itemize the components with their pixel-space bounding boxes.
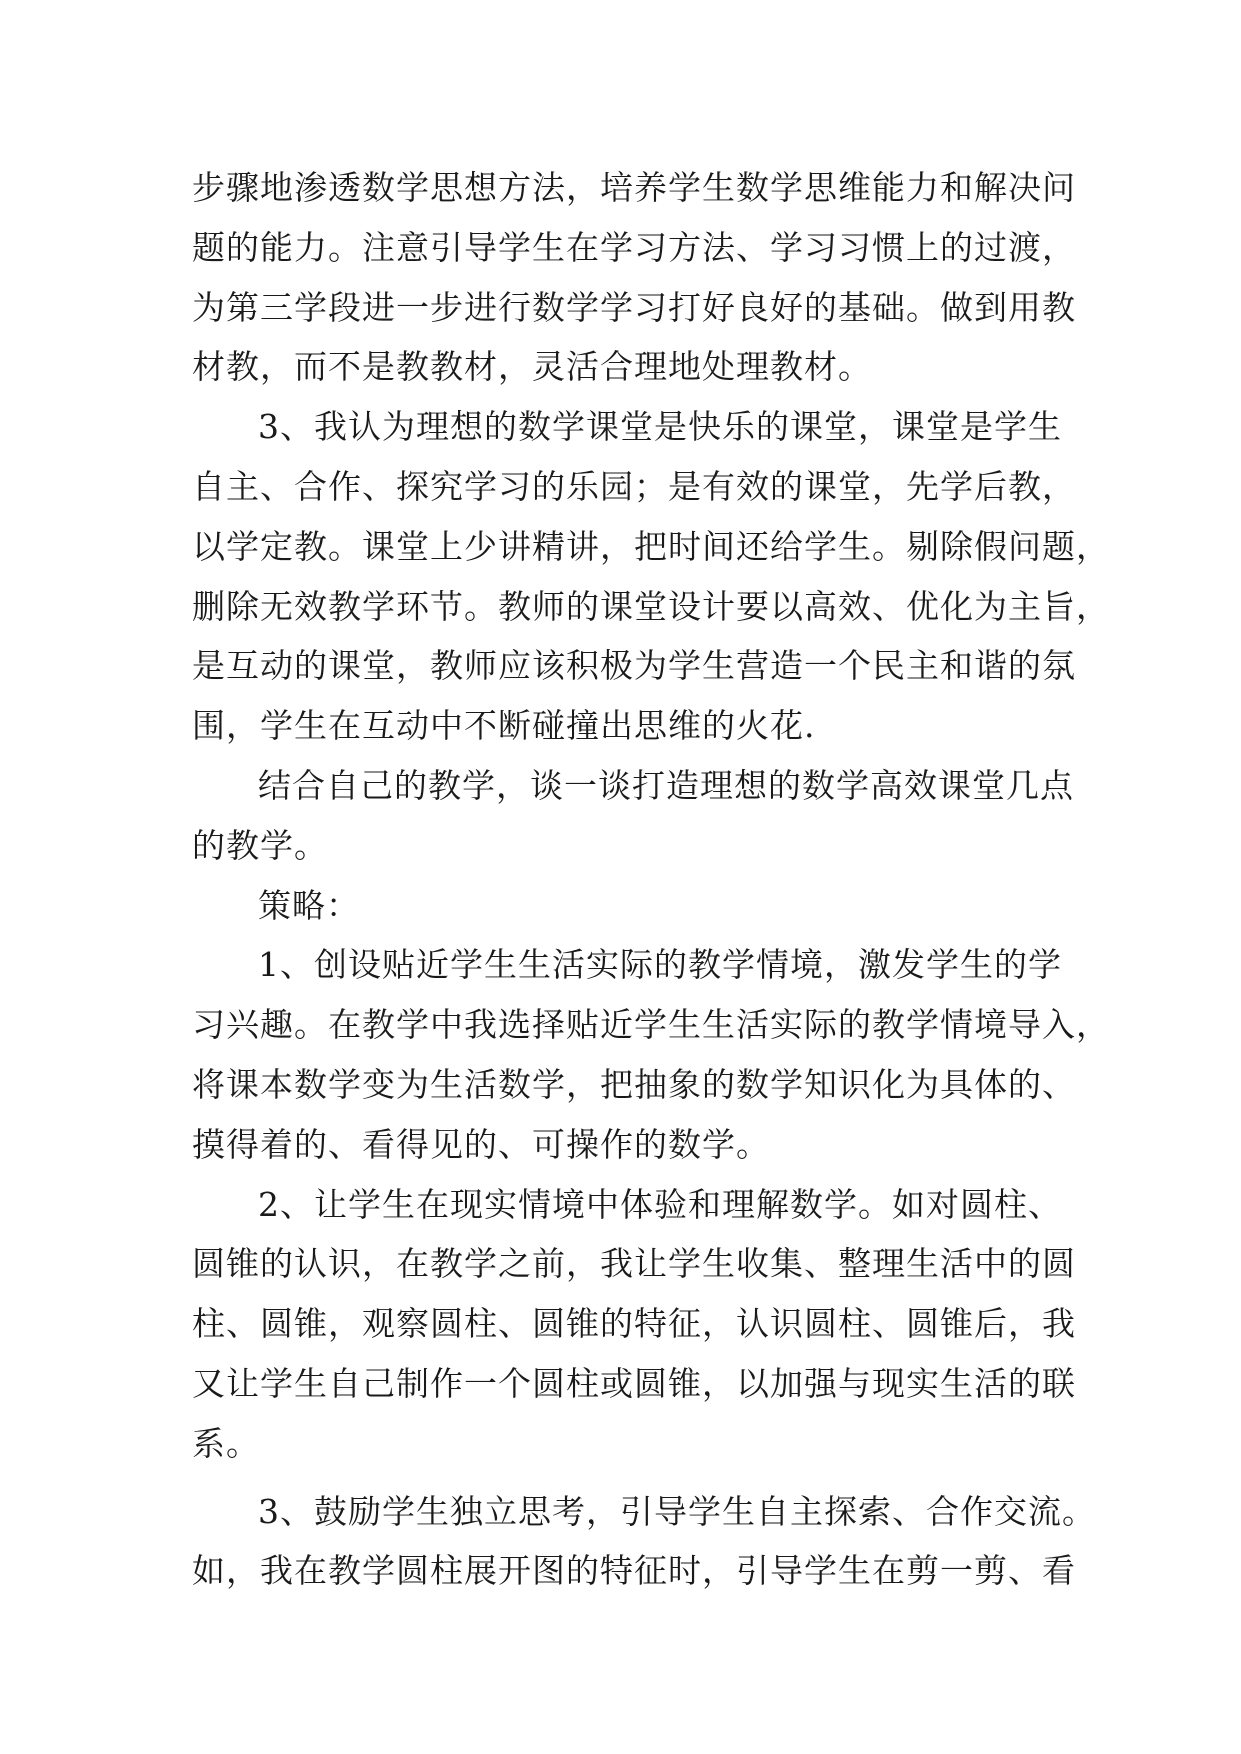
text-line: 结合自己的教学，谈一谈打造理想的数学高效课堂几点 [258, 765, 1074, 805]
paragraph [192, 158, 1076, 397]
text-line: 围，学生在互动中不断碰撞出思维的火花. [192, 706, 816, 746]
text-line: 将课本数学变为生活数学，把抽象的数学知识化为具体的、 [192, 1064, 1076, 1104]
text-line: 摸得着的、看得见的、可操作的数学。 [192, 1124, 770, 1164]
text-line: 题的能力。注意引导学生在学习方法、学习习惯上的过渡， [192, 227, 1076, 267]
text-line: 柱、圆锥，观察圆柱、圆锥的特征，认识圆柱、圆锥后，我 [192, 1304, 1076, 1344]
text-line: 2、让学生在现实情境中体验和理解数学。如对圆柱、 [258, 1184, 1062, 1224]
body-text [192, 158, 1110, 1601]
text-line: 以学定教。课堂上少讲精讲，把时间还给学生。剔除假问题， [192, 526, 1110, 566]
text-line: 删除无效教学环节。教师的课堂设计要以高效、优化为主旨， [192, 586, 1110, 626]
text-line: 材教，而不是教教材，灵活合理地处理教材。 [192, 347, 872, 387]
paragraph [192, 397, 1110, 756]
text-line: 的教学。 [192, 825, 328, 865]
paragraph [192, 756, 1074, 876]
text-line: 步骤地渗透数学思想方法，培养学生数学思维能力和解决问 [192, 168, 1076, 207]
text-line: 又让学生自己制作一个圆柱或圆锥，以加强与现实生活的联 [192, 1363, 1076, 1403]
text-line: 如，我在教学圆柱展开图的特征时，引导学生在剪一剪、看 [192, 1551, 1076, 1591]
section-heading: 策略： [258, 885, 360, 925]
text-line: 自主、合作、探究学习的乐园；是有效的课堂，先学后教， [192, 466, 1076, 506]
paragraph [192, 1175, 1076, 1474]
text-line: 圆锥的认识，在教学之前，我让学生收集、整理生活中的圆 [192, 1244, 1076, 1284]
text-line: 为第三学段进一步进行数学学习打好良好的基础。做到用教 [192, 287, 1076, 327]
text-line: 是互动的课堂，教师应该积极为学生营造一个民主和谐的氛 [192, 646, 1076, 686]
text-line: 习兴趣。在教学中我选择贴近学生生活实际的教学情境导入， [192, 1005, 1110, 1045]
paragraph [192, 1482, 1096, 1602]
paragraph [192, 935, 1110, 1174]
paragraph [192, 876, 1052, 936]
paragraph-gap [192, 1474, 1052, 1482]
text-line: 1、创设贴近学生生活实际的教学情境，激发学生的学 [258, 945, 1062, 985]
text-line: 3、鼓励学生独立思考，引导学生自主探索、合作交流。 [258, 1491, 1096, 1531]
text-line: 3、我认为理想的数学课堂是快乐的课堂，课堂是学生 [258, 407, 1062, 447]
text-line: 系。 [192, 1423, 260, 1463]
